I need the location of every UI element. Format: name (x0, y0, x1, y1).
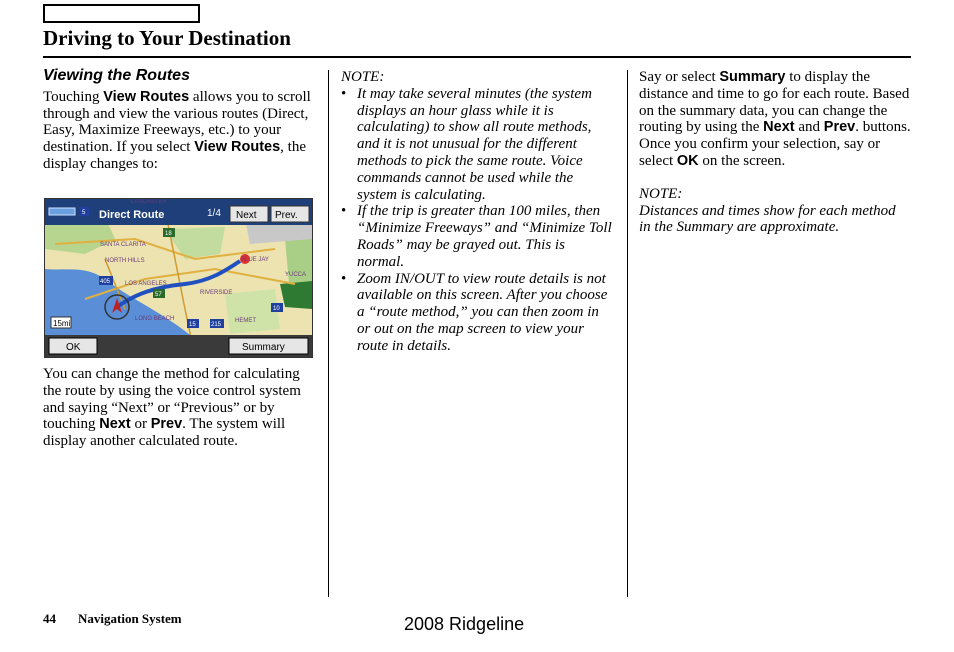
page-number: 44 (43, 611, 56, 626)
map-place-los-angeles: LOS ANGELES (125, 281, 167, 287)
svg-text:5: 5 (82, 210, 86, 216)
note-heading: NOTE: (341, 69, 385, 85)
map-place-blue-jay: BLUE JAY (241, 257, 269, 263)
svg-text:215: 215 (211, 322, 222, 328)
ok-term: OK (676, 152, 699, 169)
prev-term: Prev (823, 119, 856, 136)
middle-column (341, 69, 613, 355)
view-routes-term: View Routes (194, 139, 281, 156)
note-item: • Zoom IN/OUT to view route details is not available on this screen. After you choose a “route method,” you can then zoom in or out on the map screen to view your route in details. (341, 271, 613, 355)
svg-text:405: 405 (100, 279, 111, 285)
map-place-yucca: YUCCA (285, 272, 307, 278)
note-heading: NOTE: (639, 185, 683, 202)
svg-text:15: 15 (189, 322, 196, 328)
next-term: Next (763, 119, 795, 136)
left-column (43, 68, 315, 173)
note-text: Distances and times show for each method in the Summary are approximate. (639, 202, 896, 236)
intro-paragraph: Touching View Routes allows you to scroll through and view the various routes (Direct, Easy, Maximize Freeways, etc.) to your destination. If you select View Routes, the display changes to: (43, 88, 311, 172)
svg-text:10: 10 (273, 306, 280, 312)
view-routes-term: View Routes (103, 88, 190, 105)
map-ok-label: OK (66, 342, 81, 353)
page-title: Driving to Your Destination (43, 26, 291, 50)
map-scale: 15mi (53, 319, 71, 328)
title-rule (43, 56, 911, 58)
column-divider-1 (328, 70, 329, 597)
summary-term: Summary (719, 69, 786, 85)
footer-label: Navigation System (78, 611, 182, 626)
next-term: Next (99, 416, 131, 433)
map-place-riverside: RIVERSIDE (200, 290, 233, 296)
map-place-north-hills: NORTH HILLS (105, 258, 145, 264)
map-place-hemet: HEMET (235, 318, 256, 324)
map-summary-label: Summary (242, 342, 285, 353)
method-paragraph: You can change the method for calculating the route by using the voice control system and saying “Next” or “Previous” or by touching Next or Prev. The system will display another calculated route. (43, 366, 301, 450)
note-item: • It may take several minutes (the system displays an hour glass while it is calculating) to show all route methods, and it is not unusual for the different methods to pick the same route. Voice commands cannot be used while the system is calculating. (341, 86, 613, 204)
prev-term: Prev (150, 416, 183, 433)
footer-model: 2008 Ridgeline (404, 614, 525, 634)
svg-text:57: 57 (155, 292, 162, 298)
confirm-paragraph: Once you confirm your selection, say or select OK on the screen. (639, 136, 881, 169)
svg-text:18: 18 (165, 231, 172, 237)
note-list (341, 86, 613, 355)
right-column (639, 69, 911, 236)
map-place-long-beach: LONG BEACH (135, 316, 175, 322)
section-subheading: Viewing the Routes (43, 67, 190, 84)
map-next-label: Next (236, 210, 257, 221)
column-divider-2 (627, 70, 628, 597)
summary-paragraph: Say or select Summary to display the distance and time to go for each route. Based on the summary data, you can change the routing by using the Next and Prev. buttons. (639, 69, 911, 136)
section-tab-box (43, 4, 200, 23)
map-prev-label: Prev. (275, 210, 298, 221)
map-route-name: Direct Route (99, 209, 165, 221)
map-place-lancaster: LANCASTER (131, 199, 168, 205)
route-map-screenshot (44, 198, 313, 358)
map-page-indicator: 1/4 (207, 208, 221, 219)
left-column-lower (43, 366, 315, 450)
note-item: • If the trip is greater than 100 miles, then “Minimize Freeways” and “Minimize Toll Roads” may be grayed out. This is normal. (341, 203, 613, 270)
map-place-santa-clarita: SANTA CLARITA (100, 242, 146, 248)
